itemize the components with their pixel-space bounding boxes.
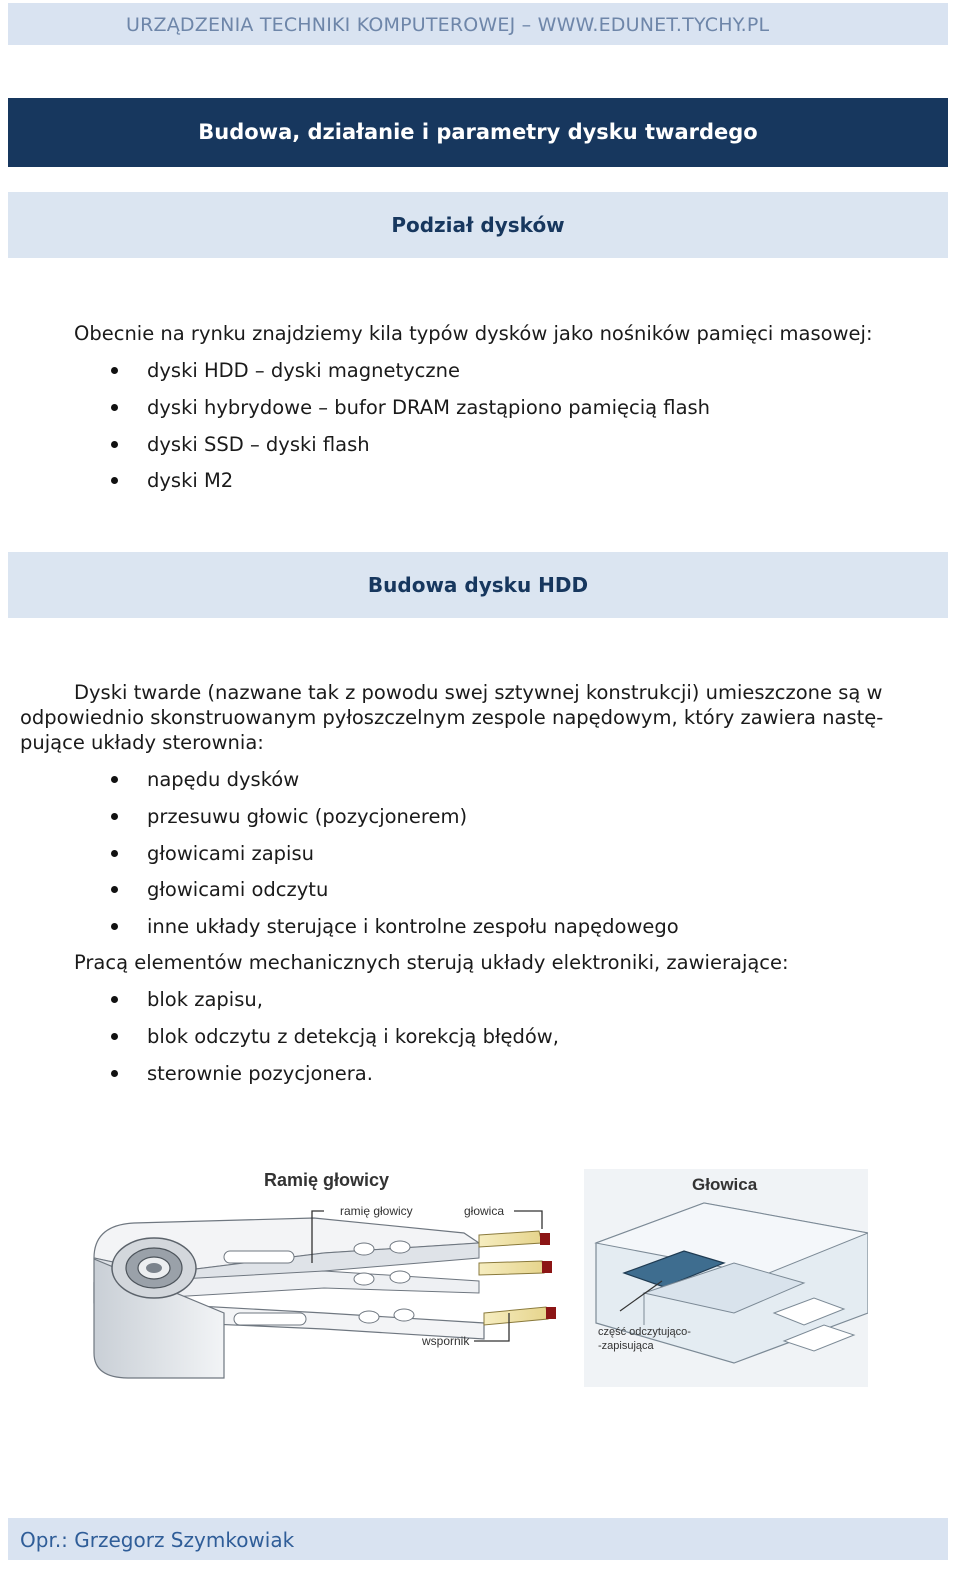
bullet-icon [111,441,118,448]
head-detail [584,1169,868,1387]
bullet-icon [111,886,118,893]
title-banner [8,98,948,167]
hdd-head-figure [84,1163,868,1387]
list-item-label: przesuwu głowic (pozycjonerem) [147,804,468,828]
bullet-icon [111,996,118,1003]
label-support: wspornik [422,1334,470,1348]
bullet-icon [111,776,118,783]
electronics-paragraph: Pracą elementów mechanicznych sterują układy elektroniki, zawierające: [74,951,789,974]
bullet-icon [111,477,118,484]
list-item-label: dyski HDD – dyski magnetyczne [147,359,460,382]
list-item-label: blok odczytu z detekcją i korekcją błędów, [147,1024,559,1048]
bullet-icon [111,367,118,374]
section-heading-1: Podział dysków [391,213,565,237]
label-arm: ramię głowicy [340,1204,413,1218]
section-heading-2: Budowa dysku HDD [367,573,589,597]
paragraph-line-3: pujące układy sterownia: [20,731,264,754]
list-item-label: blok zapisu, [147,988,263,1011]
footer-text: Opr.: Grzegorz Szymkowiak [20,1528,295,1552]
list-item-label: dyski M2 [147,469,234,493]
list-item-label: napędu dysków [147,768,300,791]
list-item-label: głowicami zapisu [147,841,314,865]
intro-text: Obecnie na rynku znajdziemy kila typów dysków jako nośników pamięci masowej: [74,322,873,345]
figure-title-arm: Ramię głowicy [264,1170,390,1190]
head-arm-illustration [84,1163,868,1387]
figure-title-head: Głowica [692,1175,758,1194]
section-heading-bar-1 [8,192,948,258]
bullet-icon [111,1033,118,1040]
header-text: URZĄDZENIA TECHNIKI KOMPUTEROWEJ – WWW.EDUNET.TYCHY.PL [126,14,770,36]
page-header [8,3,948,45]
paragraph-line-2: odpowiednio skonstruowanym pyłoszczelnym zespole napędowym, który zawiera nastę- [20,706,884,729]
paragraph-line-1: Dyski twarde (nazwane tak z powodu swej sztywnej konstrukcji) umieszczone są w [74,681,883,704]
label-rw-line2: -zapisująca [598,1340,654,1352]
list-item-label: dyski SSD – dyski flash [147,432,370,456]
bullet-icon [111,404,118,411]
bullet-icon [111,1070,118,1077]
bullet-icon [111,923,118,930]
label-head: głowica [464,1204,505,1218]
page-footer [8,1518,948,1560]
section-heading-bar-2 [8,552,948,618]
bullet-icon [111,850,118,857]
list-item-label: inne układy sterujące i kontrolne zespołu napędowego [147,915,679,939]
list-item-label: dyski hybrydowe – bufor DRAM zastąpiono pamięcią flash [147,395,711,419]
list-item-label: sterownie pozycjonera. [147,1061,373,1085]
bullet-icon [111,813,118,820]
page-title: Budowa, działanie i parametry dysku twardego [198,120,758,144]
label-rw-line1: część odczytująco- [598,1326,691,1338]
list-item-label: głowicami odczytu [147,878,329,902]
